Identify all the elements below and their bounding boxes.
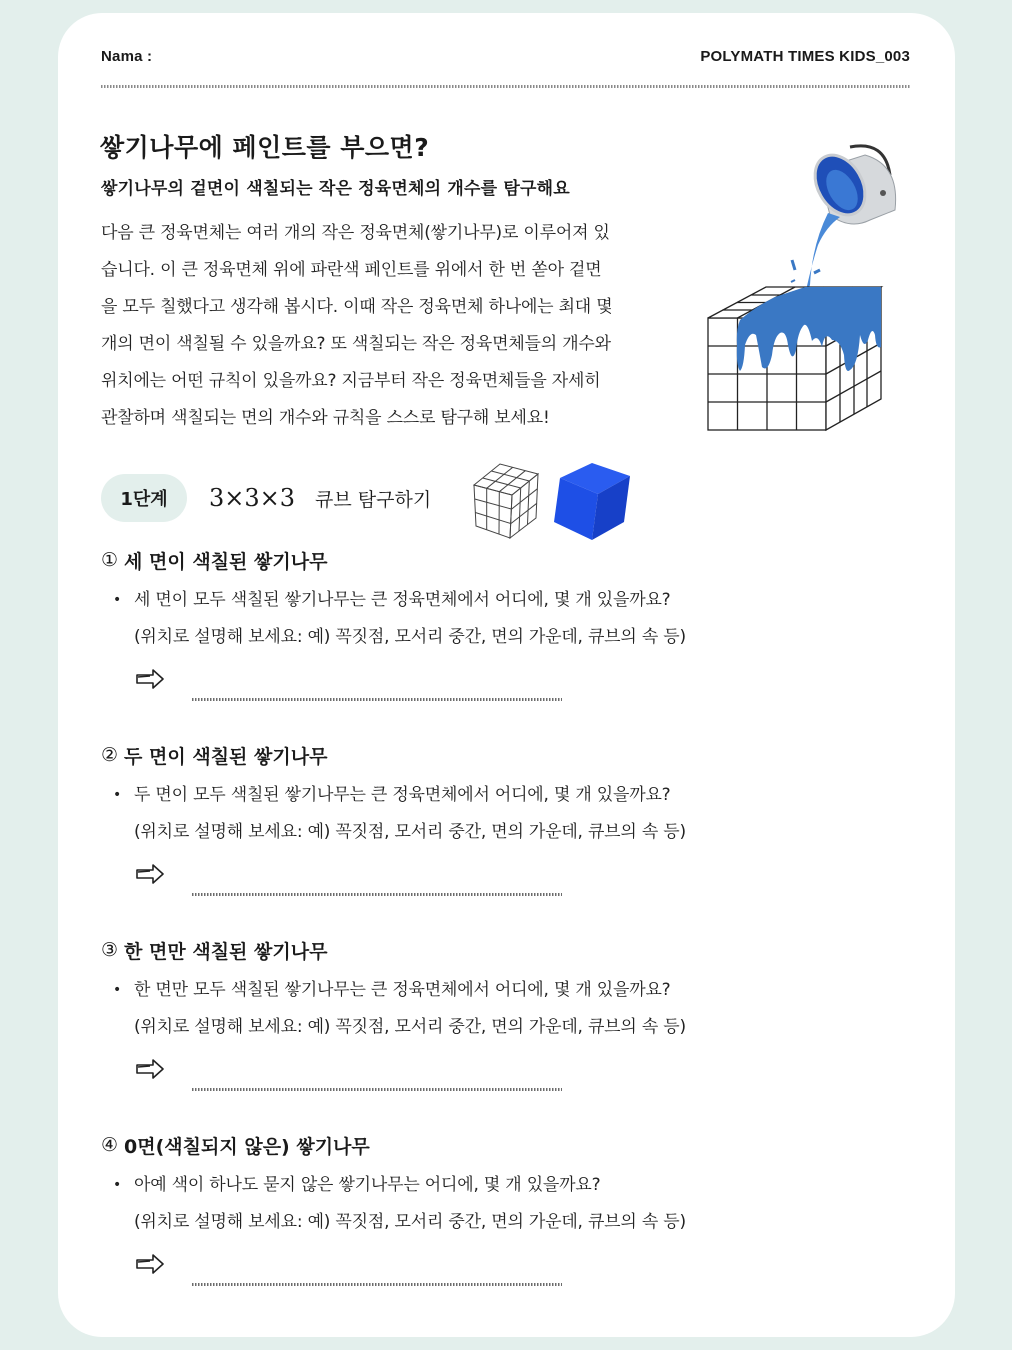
stage-title: 큐브 탐구하기 — [315, 488, 432, 511]
question-heading — [101, 936, 741, 964]
question-number: ② — [101, 744, 119, 766]
question-number: ④ — [101, 1134, 119, 1156]
answer-blank-line[interactable] — [192, 893, 562, 896]
arrow-right-icon — [135, 1254, 165, 1274]
bullet-icon: • — [113, 1177, 122, 1193]
answer-row[interactable] — [101, 656, 741, 716]
answer-blank-line[interactable] — [192, 1088, 562, 1091]
question-section-3 — [101, 936, 741, 1106]
question-number: ③ — [101, 939, 119, 961]
question-text: • 세 면이 모두 색칠된 쌓기나무는 큰 정육면체에서 어디에, 몇 개 있을까요? — [101, 582, 741, 619]
name-label: Nama : — [101, 48, 153, 65]
question-heading — [101, 546, 741, 574]
question-text: • 아예 색이 하나도 묻지 않은 쌓기나무는 어디에, 몇 개 있을까요? — [101, 1167, 741, 1204]
page-title: 쌓기나무에 페인트를 부으면? — [100, 133, 430, 162]
question-title: 한 면만 색칠된 쌓기나무 — [124, 940, 328, 963]
question-heading — [101, 741, 741, 769]
question-text: • 두 면이 모두 색칠된 쌓기나무는 큰 정육면체에서 어디에, 몇 개 있을까요? — [101, 777, 741, 814]
intro-line: 습니다. 이 큰 정육면체 위에 파란색 페인트를 위에서 한 번 쏟아 겉면 — [101, 260, 602, 280]
intro-paragraph — [101, 215, 661, 437]
intro-line: 다음 큰 정육면체는 여러 개의 작은 정육면체(쌓기나무)로 이루어져 있 — [101, 223, 610, 243]
stage-formula: 3×3×3 — [209, 484, 296, 512]
paint-bucket-cube-illustration — [700, 135, 910, 435]
paint-bucket-icon — [805, 146, 896, 224]
question-section-2 — [101, 741, 741, 911]
header-divider — [101, 85, 910, 88]
question-title: 0면(색칠되지 않은) 쌓기나무 — [124, 1135, 370, 1158]
question-text: • 한 면만 모두 색칠된 쌓기나무는 큰 정육면체에서 어디에, 몇 개 있을까요? — [101, 972, 741, 1009]
worksheet-code: POLYMATH TIMES KIDS_003 — [700, 48, 910, 65]
intro-line: 위치에는 어떤 규칙이 있을까요? 지금부터 작은 정육면체들을 자세히 — [101, 371, 601, 391]
question-hint: (위치로 설명해 보세요: 예) 꼭짓점, 모서리 중간, 면의 가운데, 큐브의 속 등) — [134, 822, 686, 842]
question-section-1 — [101, 546, 741, 716]
bullet-icon: • — [113, 787, 122, 803]
arrow-right-icon — [135, 669, 165, 689]
question-number: ① — [101, 549, 119, 571]
question-hint: (위치로 설명해 보세요: 예) 꼭짓점, 모서리 중간, 면의 가운데, 큐브의 속 등) — [134, 1017, 686, 1037]
stage-cubes-illustration — [470, 460, 635, 542]
page-subtitle: 쌓기나무의 겉면이 색칠되는 작은 정육면체의 개수를 탐구해요 — [101, 179, 570, 199]
answer-row[interactable] — [101, 1046, 741, 1106]
arrow-right-icon — [135, 864, 165, 884]
question-heading — [101, 1131, 741, 1159]
stage-header — [101, 470, 431, 526]
bullet-icon: • — [113, 982, 122, 998]
stage-badge: 1단계 — [101, 474, 187, 522]
answer-row[interactable] — [101, 851, 741, 911]
question-title: 세 면이 색칠된 쌓기나무 — [124, 550, 328, 573]
question-section-4 — [101, 1131, 741, 1301]
intro-line: 개의 면이 색칠될 수 있을까요? 또 색칠되는 작은 정육면체들의 개수와 — [101, 334, 611, 354]
answer-row[interactable] — [101, 1241, 741, 1301]
intro-line: 관찰하며 색칠되는 면의 개수와 규칙을 스스로 탐구해 보세요! — [101, 408, 550, 428]
wireframe-cube-icon — [474, 464, 538, 538]
question-hint: (위치로 설명해 보세요: 예) 꼭짓점, 모서리 중간, 면의 가운데, 큐브의 속 등) — [134, 627, 686, 647]
blue-cube-icon — [554, 463, 630, 540]
question-hint: (위치로 설명해 보세요: 예) 꼭짓점, 모서리 중간, 면의 가운데, 큐브의 속 등) — [134, 1212, 686, 1232]
answer-blank-line[interactable] — [192, 698, 562, 701]
bullet-icon: • — [113, 592, 122, 608]
answer-blank-line[interactable] — [192, 1283, 562, 1286]
question-title: 두 면이 색칠된 쌓기나무 — [124, 745, 328, 768]
intro-line: 을 모두 칠했다고 생각해 봅시다. 이때 작은 정육면체 하나에는 최대 몇 — [101, 297, 613, 317]
arrow-right-icon — [135, 1059, 165, 1079]
